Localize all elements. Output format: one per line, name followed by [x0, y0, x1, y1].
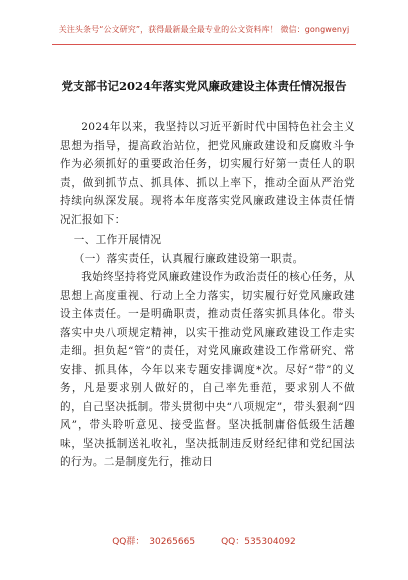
document-body	[60, 118, 355, 472]
document-title: 党支部书记2024年落实党风廉政建设主体责任情况报告	[61, 79, 347, 93]
footer-qq: QQ：535304092	[221, 537, 296, 547]
header-banner: 关注头条号“公文研究”，获得最新最全最专业的公文资料库！ 微信：gongwenyj	[58, 25, 350, 34]
intro-paragraph: 2024年以来，我坚持以习近平新时代中国特色社会主义思想为指导，提高政治站位，把党风廉政建设和反腐败斗争作为必须抓好的重要政治任务，切实履行好第一责任人的职责，做到抓节点、抓具体、抓以上率下，推动全面从严治党持续向纵深发展。现将本年度落实党风廉政建设主体责任情况汇报如下：	[60, 121, 355, 226]
subsection-heading: （一）落实责任，认真履行廉政建设第一职责。	[73, 252, 304, 265]
header-divider	[52, 44, 356, 45]
section-heading: 一、工作开展情况	[73, 234, 162, 246]
body-paragraph: 我始终坚持将党风廉政建设作为政治责任的核心任务，从思想上高度重视、行动上全力落实，切实履行好党风廉政建设主体责任。一是明确职责，推动责任落实抓具体化。带头落实中央八项规定精神，以实干推动党风廉政建设工作走实走细。担负起“管”的责任，对党风廉政建设工作常研究、常安排、抓具体，今年以来专题安排调度*次。尽好“带”的义务，凡是要求别人做好的，自己率先垂范，要求别人不做的，自己坚决抵制。带头贯彻中央“八项规定”，带头狠刹“四风”，带头聆听意见、接受监督。坚决抵制庸俗低级生活趣味，坚决抵制送礼收礼，坚决抵制违反财经纪律和党纪国法的行为。二是制度先行，推动日	[60, 271, 355, 468]
footer-qq-group: QQ群： 30265665	[112, 537, 196, 547]
footer-contact	[0, 534, 408, 547]
